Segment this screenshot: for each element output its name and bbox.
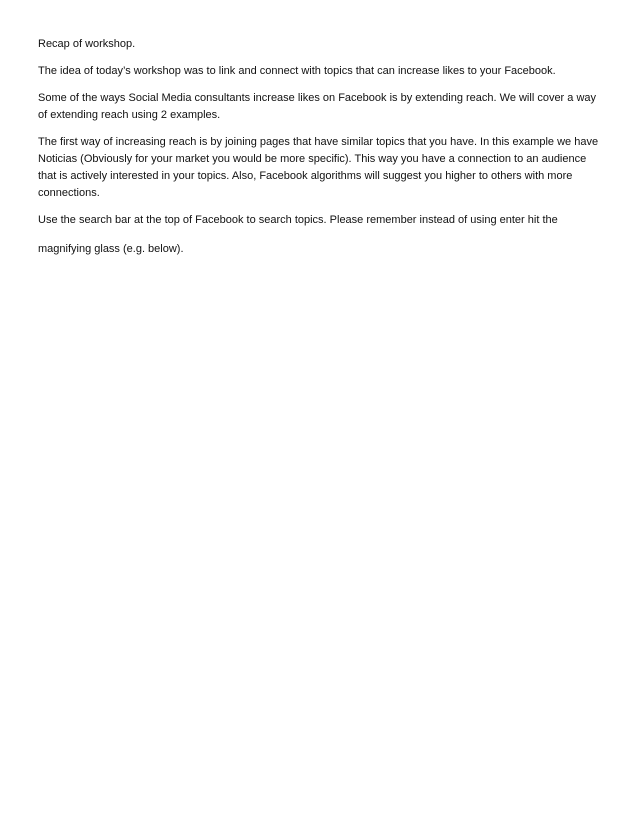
paragraph-recap-title: Recap of workshop. (38, 38, 136, 50)
paragraph-extending-reach: Some of the ways Social Media consultants increase likes on Facebook is by extending reach. We will cover a way of extending reach using 2 examples. (38, 92, 597, 121)
paragraph-search-bar: Use the search bar at the top of Facebook to search topics. Please remember instead of using enter hit the magnifying glass (e.g. below). (38, 214, 558, 255)
document-body (38, 36, 602, 264)
paragraph-workshop-idea: The idea of today’s workshop was to link and connect with topics that can increase likes to your Facebook. (38, 65, 556, 77)
paragraph-joining-pages: The first way of increasing reach is by joining pages that have similar topics that you have. In this example we have Noticias (Obviously for your market you would be more specific). This way you have a connection to an audience that is actively interested in your topics. Also, Facebook algorithms will suggest you higher to others with more connections. (38, 136, 599, 199)
